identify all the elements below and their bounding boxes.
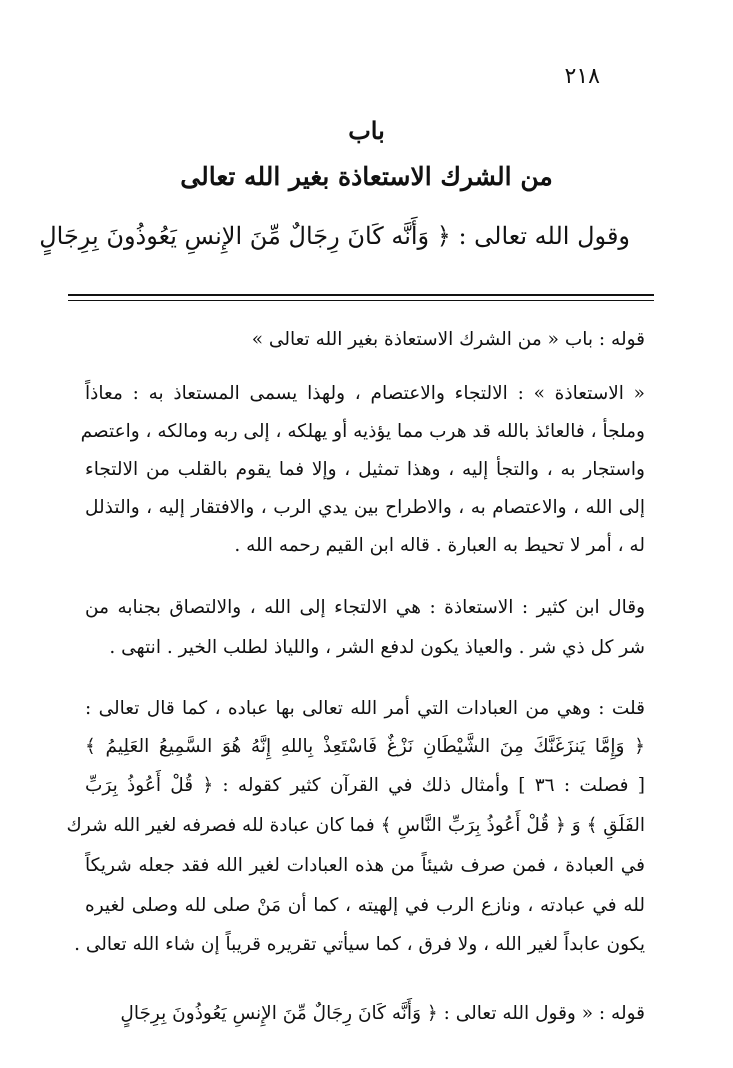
chapter-quran-quote: وقول الله تعالى : ﴿ وَأَنَّه كَانَ رِجَالٌ مِّنَ الإِنسِ يَعُوذُونَ بِرِجَالٍ <box>39 222 630 250</box>
paragraph-line: لله في عبادته ، ونازع الرب في إلهيته ، كما أن مَنْ صلى لله وصلى لغيره <box>85 895 645 916</box>
paragraph-line: شر كل ذي شر . والعياذ يكون لدفع الشر ، واللياذ لطلب الخير . انتهى . <box>109 637 645 658</box>
paragraph-line: [ فصلت : ٣٦ ] وأمثال ذلك في القرآن كثير كقوله : ﴿ قُلْ أَعُوذُ بِرَبِّ <box>85 775 645 796</box>
commentary-last-line: قوله : « وقول الله تعالى : ﴿ وَأَنَّه كَانَ رِجَالٌ مِّنَ الإِنسِ يَعُوذُونَ بِرِجَالٍ <box>120 1003 645 1024</box>
chapter-title: باب <box>348 116 385 145</box>
commentary-heading: قوله : باب « من الشرك الاستعاذة بغير الله تعالى » <box>251 329 645 350</box>
paragraph-line: قلت : وهي من العبادات التي أمر الله تعالى بها عباده ، كما قال تعالى : <box>85 698 645 719</box>
page-number: ٢١٨ <box>564 64 600 89</box>
paragraph-line: واستجار به ، والتجأ إليه ، وهذا تمثيل ، وإلا فما يقوم بالقلب من الالتجاء <box>85 459 645 480</box>
paragraph-line: « الاستعاذة » : الالتجاء والاعتصام ، ولهذا يسمى المستعاذ به : معاذاً <box>85 383 645 404</box>
paragraph-line: له ، أمر لا تحيط به العبارة . قاله ابن القيم رحمه الله . <box>234 535 645 556</box>
quran-verse-line: ﴿ وَإِمَّا يَنزَغَنَّكَ مِنَ الشَّيْطَانِ نَزْغٌ فَاسْتَعِذْ بِاللهِ إِنَّهُ هُوَ السَّمِيعُ العَلِيمُ ﴾ <box>85 736 645 757</box>
separator-rule-thin <box>68 300 654 301</box>
paragraph-line: إلى الله ، والاعتصام به ، والاطراح بين يدي الرب ، والافتقار إليه ، والتذلل <box>85 497 645 518</box>
paragraph-line: الفَلَقِ ﴾ وَ ﴿ قُلْ أَعُوذُ بِرَبِّ النَّاسِ ﴾ فما كان عبادة لله فصرفه لغير الله شرك <box>66 815 645 836</box>
chapter-subtitle: من الشرك الاستعاذة بغير الله تعالى <box>180 162 553 191</box>
paragraph-line: وقال ابن كثير : الاستعاذة : هي الالتجاء إلى الله ، والالتصاق بجنابه من <box>85 597 645 618</box>
paragraph-line: وملجأ ، فالعائذ بالله قد هرب مما يؤذيه أو يهلكه ، إلى ربه ومالكه ، واعتصم <box>80 421 645 442</box>
paragraph-line: في العبادة ، فمن صرف شيئاً من هذه العبادات لغير الله فقد جعله شريكاً <box>85 855 645 876</box>
paragraph-line: يكون عابداً لغير الله ، ولا فرق ، كما سيأتي تقريره قريباً إن شاء الله تعالى . <box>74 934 645 955</box>
separator-rule-thick <box>68 294 654 296</box>
